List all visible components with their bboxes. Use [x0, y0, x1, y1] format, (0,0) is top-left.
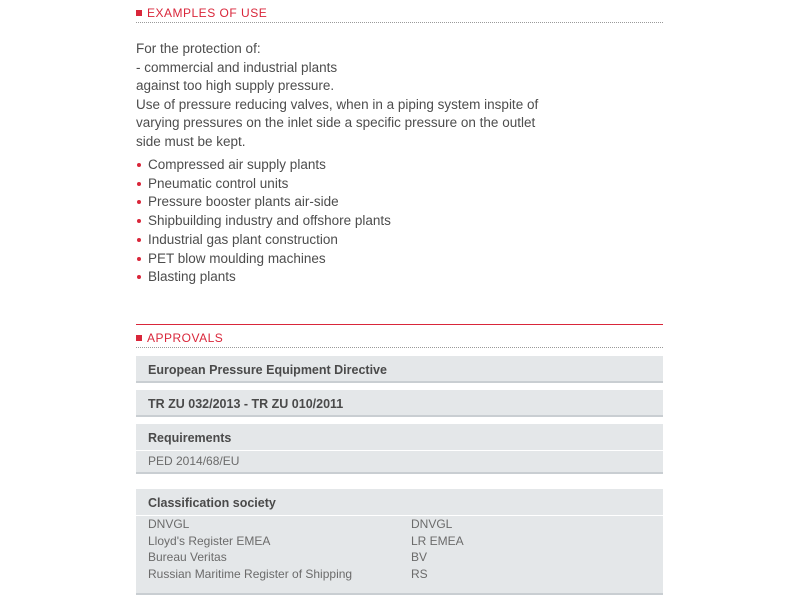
- list-item-label: Blasting plants: [148, 269, 236, 285]
- box-divider: [136, 515, 663, 516]
- classification-table: [148, 517, 648, 583]
- table-row: [148, 534, 648, 551]
- list-item: [136, 212, 663, 231]
- red-square-marker-icon: [136, 10, 142, 16]
- list-item-label: PET blow moulding machines: [148, 250, 326, 266]
- tr-approval-title: TR ZU 032/2013 - TR ZU 010/2011: [148, 397, 344, 411]
- examples-bullet-list: [136, 156, 663, 287]
- list-item: [136, 250, 663, 269]
- society-code: BV: [411, 550, 428, 564]
- approvals-heading: APPROVALS: [147, 331, 224, 345]
- list-item-label: Industrial gas plant construction: [148, 231, 338, 247]
- box-divider: [136, 450, 663, 451]
- classification-box: [136, 489, 663, 595]
- requirements-title: Requirements: [148, 431, 232, 445]
- requirements-box: [136, 424, 663, 474]
- list-item: [136, 156, 663, 175]
- examples-intro: [136, 40, 663, 151]
- ped-approval-box: [136, 356, 663, 383]
- intro-line: side must be kept.: [136, 133, 246, 149]
- society-code: LR EMEA: [411, 533, 464, 548]
- list-item-label: Pressure booster plants air-side: [148, 194, 339, 210]
- bullet-icon: [137, 257, 141, 261]
- requirements-value: PED 2014/68/EU: [148, 454, 240, 468]
- ped-approval-title: European Pressure Equipment Directive: [148, 363, 387, 377]
- table-row: [148, 567, 648, 584]
- bullet-icon: [137, 182, 141, 186]
- red-square-marker-icon: [136, 335, 142, 341]
- list-item-label: Shipbuilding industry and offshore plants: [148, 213, 391, 229]
- society-name: DNVGL: [148, 517, 190, 531]
- society-code: DNVGL: [411, 517, 453, 531]
- table-row: [148, 517, 648, 534]
- list-item: [136, 231, 663, 250]
- bullet-icon: [137, 163, 141, 167]
- intro-line: varying pressures on the inlet side a specific pressure on the outlet: [136, 115, 536, 130]
- list-item: [136, 175, 663, 194]
- intro-line: For the protection of:: [136, 41, 261, 56]
- bullet-icon: [137, 219, 141, 223]
- examples-heading: EXAMPLES OF USE: [147, 6, 268, 20]
- intro-line: - commercial and industrial plants: [136, 59, 338, 75]
- bullet-icon: [137, 238, 141, 242]
- bullet-icon: [137, 275, 141, 279]
- bullet-icon: [137, 200, 141, 204]
- intro-line: against too high supply pressure.: [136, 78, 335, 93]
- list-item-label: Pneumatic control units: [148, 175, 289, 191]
- intro-line: Use of pressure reducing valves, when in a piping system inspite of: [136, 96, 539, 112]
- classification-title: Classification society: [148, 496, 276, 510]
- society-name: Lloyd's Register EMEA: [148, 533, 271, 548]
- list-item: [136, 193, 663, 212]
- tr-approval-box: [136, 390, 663, 417]
- table-row: [148, 550, 648, 567]
- list-item: [136, 268, 663, 287]
- society-name: Russian Maritime Register of Shipping: [148, 566, 353, 581]
- list-item-label: Compressed air supply plants: [148, 157, 326, 172]
- approvals-section-header: [136, 325, 663, 348]
- society-name: Bureau Veritas: [148, 550, 227, 564]
- examples-section-header: [136, 0, 663, 23]
- society-code: RS: [411, 566, 428, 581]
